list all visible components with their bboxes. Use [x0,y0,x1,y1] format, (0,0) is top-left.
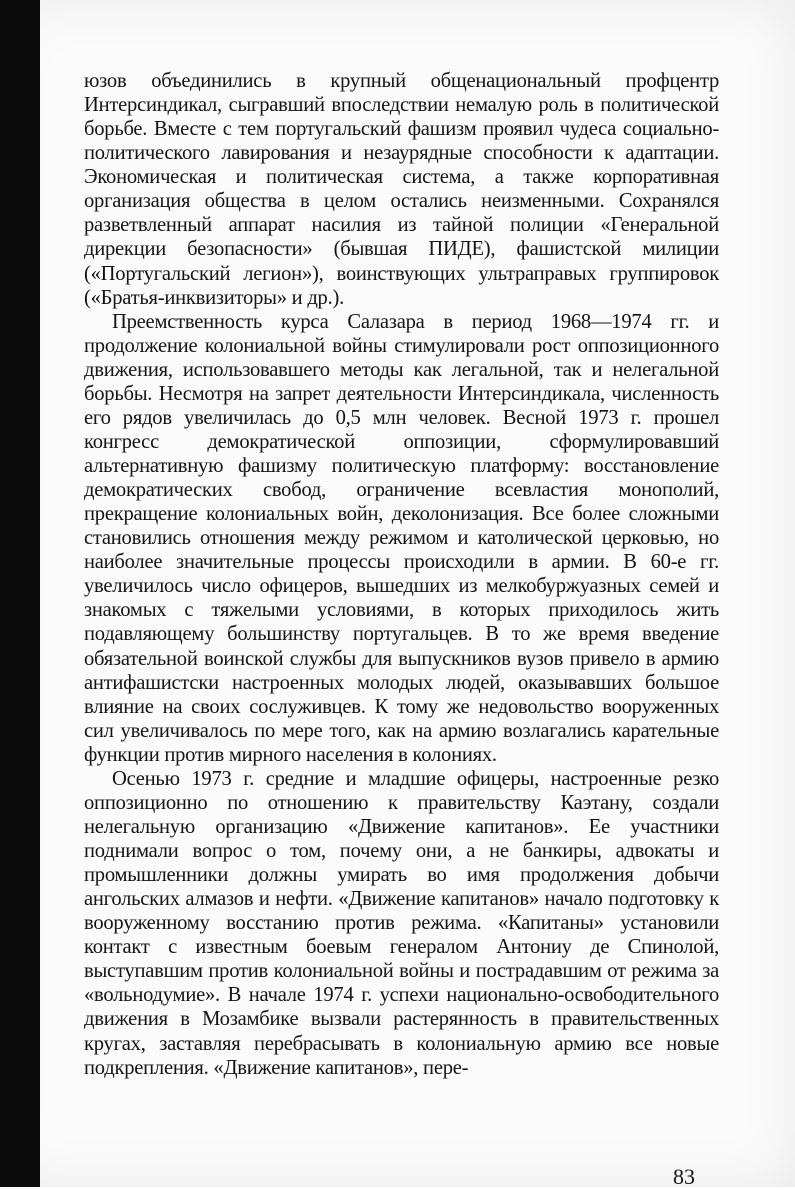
paragraph-2: Преемственность курса Салазара в период 1968—1974 гг. и продолжение колониальной войны стимулировали рост оппозиционного движения, использовавшего методы как легальной, так и нелегальной борьбы. Несмотря на запрет деятельности Интерсиндикала, численность его рядов увеличилась до 0,5 млн человек. Весной 1973 г. прошел конгресс демократической оппозиции, сформулировавший альтернативную фашизму политическую платформу: восстановление демократических свобод, ограничение всевластия монополий, прекращение колониальных войн, деколонизация. Все более сложными становились отношения между режимом и католической церковью, но наиболее значительные процессы происходили в армии. В 60-е гг. увеличилось число офицеров, вышедших из мелкобуржуазных семей и знакомых с тяжелыми условиями, в которых приходилось жить подавляющему большинству португальцев. В то же время введение обязательной воинской службы для выпускников вузов привело в армию антифашистски настроенных молодых людей, оказывавших большое влияние на своих сослуживцев. К тому же недовольство вооруженных сил увеличивалось по мере того, как на армию возлагались карательные функции против мирного населения в колониях. [84,310,719,766]
page-number: 83 [673,1164,695,1189]
paragraph-1: юзов объединились в крупный общенациональный профцентр Интерсиндикал, сыгравший впоследствии немалую роль в политической борьбе. Вместе с тем португальский фашизм проявил чудеса социально-политического лавирования и незаурядные способности к адаптации. Экономическая и политическая система, а также корпоративная организация общества в целом остались неизменными. Сохранялся разветвленный аппарат насилия из тайной полиции «Генеральной дирекции безопасности» (бывшая ПИДЕ), фашистской милиции («Португальский легион»), воинствующих ультраправых группировок («Братья-инквизиторы» и др.). [84,70,719,309]
body-text [84,69,719,1080]
book-spine-shadow [0,0,40,1187]
paragraph-3: Осенью 1973 г. средние и младшие офицеры, настроенные резко оппозиционно по отношению к правительству Каэтану, создали нелегальную организацию «Движение капитанов». Ее участники поднимали вопрос о том, почему они, а не банкиры, адвокаты и промышленники должны умирать во имя продолжения добычи ангольских алмазов и нефти. «Движение капитанов» начало подготовку к вооруженному восстанию против режима. «Капитаны» установили контакт с известным боевым генералом Антониу де Спинолой, выступавшим против колониальной войны и пострадавшим от режима за «вольнодумие». В начале 1974 г. успехи национально-освободительного движения в Мозамбике вызвали растерянность в правительственных кругах, заставляя перебрасывать в колониальную армию все новые подкрепления. «Движение капитанов», пере- [84,767,719,1079]
